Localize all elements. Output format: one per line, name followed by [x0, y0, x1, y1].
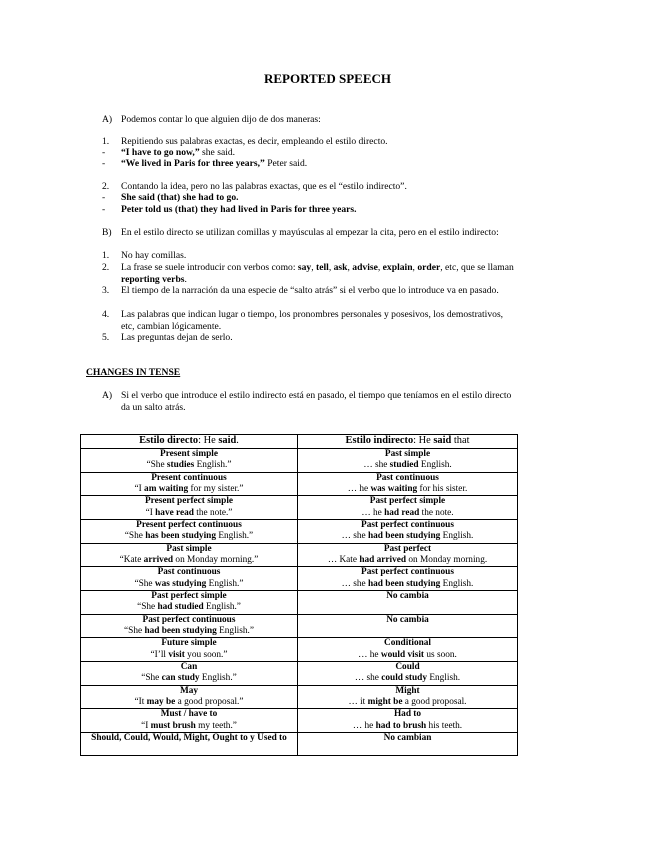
- header-left-rest: : He: [198, 435, 219, 446]
- item1-example2: [121, 158, 307, 170]
- direct-speech-cell: [81, 472, 298, 496]
- example-verb: have read: [155, 507, 194, 518]
- direct-speech-cell: [81, 638, 298, 662]
- section-b-item2-text: La frase se suele introducir con verbos como: say, tell, ask, advise, explain, order, etc, que se llaman reporting verbs.: [121, 262, 514, 285]
- section-a-text: Podemos contar lo que alguien dijo de dos maneras:: [121, 114, 321, 125]
- changes-heading: CHANGES IN TENSE: [86, 367, 181, 378]
- table-row: [81, 709, 518, 733]
- example-text: English.”: [203, 602, 241, 613]
- table-row: [81, 685, 518, 709]
- example-verb: arrived: [143, 554, 174, 565]
- example-text: his teeth.: [426, 720, 463, 731]
- example-sentence: [83, 697, 295, 708]
- section-a-marker: A): [102, 114, 113, 125]
- section-b-text: En el estilo directo se utilizan comillas y mayúsculas al empezar la cita, pero en el estilo indirecto:: [121, 227, 499, 238]
- section-b-item4-marker: 4.: [102, 309, 110, 320]
- tense-name: Present perfect continuous: [136, 519, 242, 530]
- example-text: … she: [354, 673, 382, 684]
- example-text: “She: [141, 673, 162, 684]
- tense-name: Past perfect continuous: [361, 567, 454, 578]
- example-verb: might be: [367, 696, 403, 707]
- item1-text: Repitiendo sus palabras exactas, es decir, empleando el estilo directo.: [121, 136, 388, 147]
- direct-speech-cell: [81, 519, 298, 543]
- example-text: … Kate: [327, 554, 360, 565]
- example-sentence: [83, 484, 295, 495]
- indirect-speech-cell: [298, 732, 518, 755]
- example-sentence: [83, 626, 295, 637]
- example-text: us soon.: [424, 649, 457, 660]
- example-text: for his sister.: [417, 483, 468, 494]
- example-verb: must brush: [150, 720, 196, 731]
- direct-speech-cell: [81, 614, 298, 638]
- direct-speech-cell: [81, 449, 298, 473]
- item2-example2: Peter told us (that) they had lived in Paris for three years.: [121, 204, 357, 215]
- example-text: “She: [134, 578, 155, 589]
- header-right-rest: : He: [413, 435, 434, 446]
- example-text: “I: [145, 507, 156, 518]
- changes-text: Si el verbo que introduce el estilo indirecto está en pasado, el tiempo que teníamos en el estilo directo da un salto atrás.: [121, 390, 512, 413]
- header-left-tail: .: [236, 435, 239, 446]
- example-text: a good proposal.: [402, 696, 467, 707]
- example-text: … he: [358, 649, 381, 660]
- example-verb: had read: [384, 507, 420, 518]
- example-text: … it: [348, 696, 368, 707]
- page-title: REPORTED SPEECH: [263, 71, 392, 86]
- changes-marker: A): [102, 390, 113, 401]
- example-text: “I: [141, 720, 151, 731]
- tense-name: Past continuous: [157, 567, 221, 578]
- direct-speech-cell: [81, 685, 298, 709]
- tense-name: May: [179, 685, 199, 696]
- table-row: [81, 519, 518, 543]
- example-sentence: [300, 508, 515, 519]
- example-verb: could study: [381, 673, 427, 684]
- indirect-speech-cell: [298, 496, 518, 520]
- example-sentence: [300, 555, 515, 566]
- item2-marker: 2.: [102, 181, 110, 192]
- item1-marker: 1.: [102, 136, 110, 147]
- section-b-item3-marker: 3.: [102, 285, 110, 296]
- indirect-speech-cell: [298, 638, 518, 662]
- example-text: a good proposal.”: [175, 696, 244, 707]
- item1-example1-rest: she said.: [199, 147, 236, 158]
- section-b-item4-text: Las palabras que indican lugar o tiempo, los pronombres personales y posesivos, los demostrativos, etc, cambian lógicamente.: [121, 309, 504, 332]
- table-row: [81, 567, 518, 591]
- example-text: … he: [347, 483, 371, 494]
- example-verb: was studying: [154, 578, 207, 589]
- indirect-speech-cell: [298, 614, 518, 638]
- direct-speech-cell: [81, 567, 298, 591]
- table-row: [81, 638, 518, 662]
- example-text: English.”: [206, 578, 244, 589]
- example-sentence: [300, 460, 515, 471]
- example-sentence: [300, 650, 515, 661]
- table-row: [81, 732, 518, 755]
- table-row: [81, 496, 518, 520]
- example-verb: has been studying: [145, 531, 216, 542]
- tense-name: Should, Could, Would, Might, Ought to y Used to: [91, 732, 287, 743]
- indirect-speech-cell: [298, 590, 518, 614]
- example-text: “She: [124, 625, 145, 636]
- example-text: English.: [440, 531, 474, 542]
- item2-lead-text: La frase se suele introducir con verbos como:: [121, 262, 298, 273]
- header-left-verb: said: [218, 435, 237, 446]
- example-text: English.”: [199, 673, 237, 684]
- tense-name: Past simple: [384, 449, 431, 459]
- example-sentence: [300, 579, 515, 590]
- indirect-speech-cell: [298, 519, 518, 543]
- header-direct-speech: [81, 435, 298, 449]
- header-indirect-speech: [298, 435, 518, 449]
- verb-explain: explain: [382, 262, 413, 273]
- example-verb: am waiting: [144, 483, 189, 494]
- tense-table-body: [81, 449, 518, 756]
- tense-name: Present simple: [160, 449, 218, 459]
- direct-speech-cell: [81, 543, 298, 567]
- item1-example1: [121, 147, 235, 159]
- tense-name: Past perfect continuous: [361, 519, 454, 530]
- example-text: … she: [341, 531, 368, 542]
- example-verb: had been studying: [144, 625, 217, 636]
- example-text: “It: [134, 696, 147, 707]
- verb-say: say: [297, 262, 312, 273]
- item1-example1-marker: -: [102, 147, 106, 158]
- indirect-speech-cell: [298, 709, 518, 733]
- example-sentence: [83, 508, 295, 519]
- item2-text: Contando la idea, pero no las palabras exactas, que es el “estilo indirecto”.: [121, 181, 407, 192]
- indirect-speech-cell: [298, 543, 518, 567]
- item2-example2-marker: -: [102, 204, 106, 215]
- tense-name: Past simple: [166, 543, 212, 554]
- table-row: [81, 472, 518, 496]
- example-text: the note.: [419, 507, 454, 518]
- example-sentence: [300, 697, 515, 708]
- example-sentence: [83, 650, 295, 661]
- example-verb: visit: [168, 649, 185, 660]
- item1-example2-rest: Peter said.: [264, 158, 308, 169]
- verb-ask: ask: [333, 262, 348, 273]
- section-b-item5-marker: 5.: [102, 332, 110, 343]
- table-row: [81, 661, 518, 685]
- item2-mid-text: , etc, que se llaman: [440, 262, 514, 273]
- header-right-label: Estilo indirecto: [345, 435, 414, 446]
- header-right-tail: that: [451, 435, 470, 446]
- example-text: … she: [363, 460, 390, 471]
- example-text: “Kate: [119, 554, 144, 565]
- example-verb: would visit: [380, 649, 425, 660]
- table-row: [81, 614, 518, 638]
- verb-tell: tell: [316, 262, 329, 273]
- tense-name: Past perfect: [383, 543, 432, 554]
- example-text: you soon.”: [184, 649, 228, 660]
- tense-name: Past perfect simple: [151, 590, 227, 601]
- tense-name: Must / have to: [160, 709, 218, 720]
- tense-name: Past continuous: [376, 472, 439, 483]
- section-b-item1-marker: 1.: [102, 250, 110, 261]
- example-text: English.: [418, 460, 452, 471]
- header-right-verb: said: [433, 435, 452, 446]
- example-text: … he: [361, 507, 385, 518]
- example-text: English.”: [216, 625, 254, 636]
- table-row: [81, 543, 518, 567]
- item1-example1-quote: “I have to go now,”: [121, 147, 200, 158]
- item2-example1-marker: -: [102, 192, 106, 203]
- verb-advise: advise: [352, 262, 378, 273]
- table-row: [81, 449, 518, 473]
- example-text: on Monday morning.: [406, 554, 488, 565]
- direct-speech-cell: [81, 590, 298, 614]
- example-verb: studies: [166, 460, 195, 471]
- example-text: “I: [134, 483, 145, 494]
- example-sentence: [83, 531, 295, 542]
- example-verb: may be: [146, 696, 176, 707]
- example-text: my teeth.”: [195, 720, 237, 731]
- example-verb: had been studying: [367, 578, 441, 589]
- section-b-item3-text: El tiempo de la narración da una especie de “salto atrás” si el verbo que lo introduce va en pasado.: [121, 285, 499, 296]
- example-text: … he: [352, 720, 376, 731]
- example-text: … she: [341, 578, 368, 589]
- item1-example2-quote: “We lived in Paris for three years,”: [121, 158, 265, 169]
- tense-name: Conditional: [383, 638, 431, 649]
- tense-name: Past perfect simple: [369, 496, 446, 507]
- example-sentence: [83, 579, 295, 590]
- verb-order: order: [417, 262, 441, 273]
- example-sentence: [300, 673, 515, 684]
- tense-name: Had to: [393, 709, 422, 720]
- tense-name: No cambia: [386, 590, 429, 601]
- indirect-speech-cell: [298, 661, 518, 685]
- direct-speech-cell: [81, 496, 298, 520]
- tense-name: Might: [395, 685, 420, 696]
- example-sentence: [83, 673, 295, 684]
- reporting-verbs-term: reporting verbs: [121, 273, 185, 285]
- example-text: “She: [137, 602, 158, 613]
- tense-name: Present perfect simple: [144, 496, 234, 507]
- indirect-speech-cell: [298, 685, 518, 709]
- header-left-label: Estilo directo: [139, 435, 199, 446]
- section-b-item2-marker: 2.: [102, 262, 110, 273]
- tense-name: No cambia: [386, 614, 429, 625]
- tense-name: No cambian: [383, 732, 432, 743]
- section-b-item1-text: No hay comillas.: [121, 250, 187, 261]
- example-text: the note.”: [193, 507, 233, 518]
- tense-name: Future simple: [161, 638, 217, 649]
- example-text: English.”: [194, 460, 232, 471]
- example-text: “She: [124, 531, 146, 542]
- example-verb: had to brush: [375, 720, 427, 731]
- example-sentence: [83, 602, 295, 613]
- example-text: for my sister.”: [188, 483, 244, 494]
- example-verb: studied: [389, 460, 419, 471]
- direct-speech-cell: [81, 709, 298, 733]
- example-sentence: [300, 721, 515, 732]
- example-text: English.: [440, 578, 474, 589]
- example-sentence: [300, 531, 515, 542]
- tense-name: Could: [395, 661, 420, 672]
- tense-name: Can: [180, 661, 198, 672]
- example-text: “I’ll: [150, 649, 169, 660]
- example-text: “She: [146, 460, 167, 471]
- example-verb: had been studying: [367, 531, 441, 542]
- tense-table: [80, 434, 518, 756]
- example-text: on Monday morning.”: [173, 554, 259, 565]
- table-row: [81, 590, 518, 614]
- item1-example2-marker: -: [102, 158, 106, 169]
- indirect-speech-cell: [298, 449, 518, 473]
- example-verb: had studied: [157, 602, 204, 613]
- example-text: English.: [427, 673, 461, 684]
- direct-speech-cell: [81, 661, 298, 685]
- example-text: English.”: [216, 531, 254, 542]
- example-sentence: [83, 555, 295, 566]
- tense-name: Past perfect continuous: [142, 614, 236, 625]
- section-b-marker: B): [102, 227, 112, 238]
- item2-end-text: .: [184, 273, 187, 285]
- example-verb: was waiting: [370, 483, 418, 494]
- table-header-row: [81, 435, 518, 449]
- tense-name: Present continuous: [151, 472, 227, 483]
- example-sentence: [83, 460, 295, 471]
- item2-example1: She said (that) she had to go.: [121, 192, 239, 203]
- indirect-speech-cell: [298, 567, 518, 591]
- indirect-speech-cell: [298, 472, 518, 496]
- section-b-item5-text: Las preguntas dejan de serlo.: [121, 332, 233, 343]
- example-sentence: [83, 721, 295, 732]
- example-sentence: [300, 484, 515, 495]
- example-verb: can study: [161, 673, 200, 684]
- direct-speech-cell: [81, 732, 298, 755]
- example-verb: had arrived: [359, 554, 407, 565]
